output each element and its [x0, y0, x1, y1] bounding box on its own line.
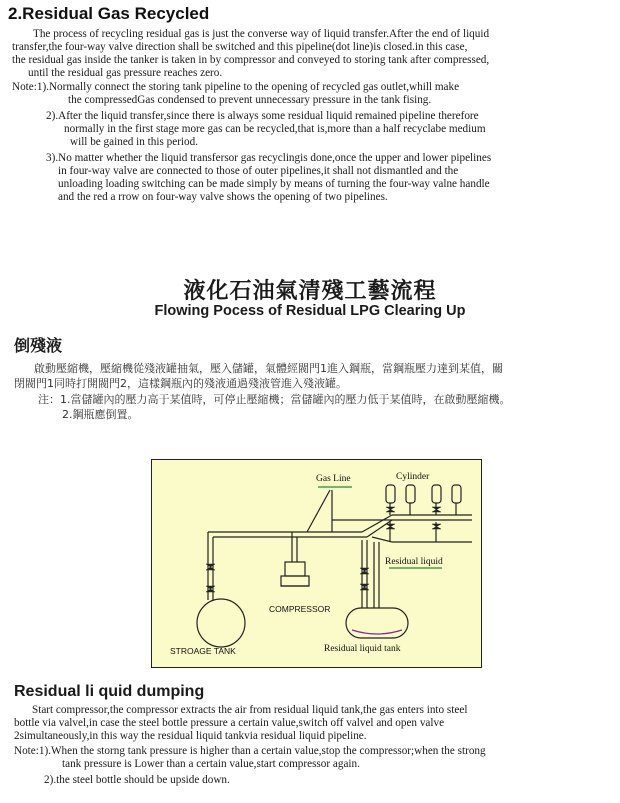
paragraph-line: transfer,the four-way valve direction shall be switched and this pipeline(dot line)is closed.in this case, — [12, 41, 468, 53]
note-line: Note:1).When the storng tank pressure is higher than a certain value,stop the compressor;when the strong — [14, 745, 486, 757]
label-cylinder: Cylinder — [396, 472, 430, 482]
paragraph-line: until the residual gas pressure reaches zero. — [28, 67, 223, 79]
paragraph-line: the residual gas inside the tanker is taken in by compressor and conveyed to storing tank after compressed, — [12, 54, 490, 66]
note-line: normally in the first stage more gas can be recycled,that is,more than a half recyclabe medium — [64, 123, 486, 135]
cn-text-line: 閉閥門1同時打開閥門2，這樣鋼瓶內的殘液通過殘液管進入殘液罐。 — [14, 377, 347, 390]
note-line: tank pressure is Lower than a certain value,start compressor again. — [62, 758, 360, 770]
subtitle-cn: 倒殘液 — [14, 336, 63, 355]
process-diagram — [151, 459, 482, 668]
label-residual-tank: Residual liquid tank — [324, 644, 401, 654]
paragraph-line: Start compressor,the compressor extracts the air from residual liquid tank,the gas enters into steel — [32, 704, 468, 716]
cn-text-line: 啟動壓縮機，壓縮機從殘液罐抽氣，壓入儲罐，氣體經閥門1進入鋼瓶，當鋼瓶壓力達到某值，關 — [34, 362, 503, 375]
note-line: in four-way valve are connected to those of outer pipelines,it shall not dismantled and the — [58, 165, 459, 177]
cn-note-line: 2.鋼瓶應倒置。 — [62, 408, 139, 421]
label-compressor: COMPRESSOR — [269, 604, 331, 614]
note-line: 3).No matter whether the liquid transfersor gas recyclingis done,once the upper and lower pipelines — [46, 152, 492, 164]
label-gas-line: Gas Line — [316, 474, 351, 484]
note-line: Note:1).Normally connect the storing tank pipeline to the opening of recycled gas outlet,whill make — [12, 81, 460, 93]
label-residual-liquid: Residual liquid — [385, 557, 443, 567]
label-storage-tank: STROAGE TANK — [170, 646, 236, 656]
paragraph-line: bottle via valvel,in case the steel bottle pressure a certain value,switch off valvel and open valve — [14, 717, 445, 729]
note-line: will be gained in this period. — [70, 136, 199, 148]
section-title-residual-liquid: Residual li quid dumping — [14, 683, 205, 700]
note-line: 2).the steel bottle should be upside down. — [44, 774, 230, 786]
flow-title-cn: 液化石油氣清殘工藝流程 — [183, 279, 437, 304]
note-line: 2).After the liquid transfer,since there is always some residual liquid remained pipeline therefore — [46, 110, 479, 122]
flow-title-en: Flowing Pocess of Residual LPG Clearing Up — [154, 303, 466, 319]
note-line: the compressedGas condensed to prevent unnecessary pressure in the tank fising. — [68, 94, 432, 106]
note-line: and the red a rrow on four-way valve shows the opening of two pipelines. — [58, 191, 388, 203]
paragraph-line: The process of recycling residual gas is just the converse way of liquid transfer.After the end of liquid — [33, 28, 490, 40]
section-title-residual-gas: 2.Residual Gas Recycled — [8, 4, 210, 23]
cn-note-line: 注：1.當儲罐內的壓力高于某值時，可停止壓縮機；當儲罐內的壓力低于某值時，在啟動壓縮機。 — [38, 393, 511, 406]
note-line: unloading loading switching can be made simply by means of turning the four-way valne handle — [58, 178, 490, 190]
paragraph-line: 2simultaneously,in this way the residual liquid tankvia residual liquid pipeline. — [14, 730, 367, 742]
storage-tank-shape — [197, 599, 245, 647]
